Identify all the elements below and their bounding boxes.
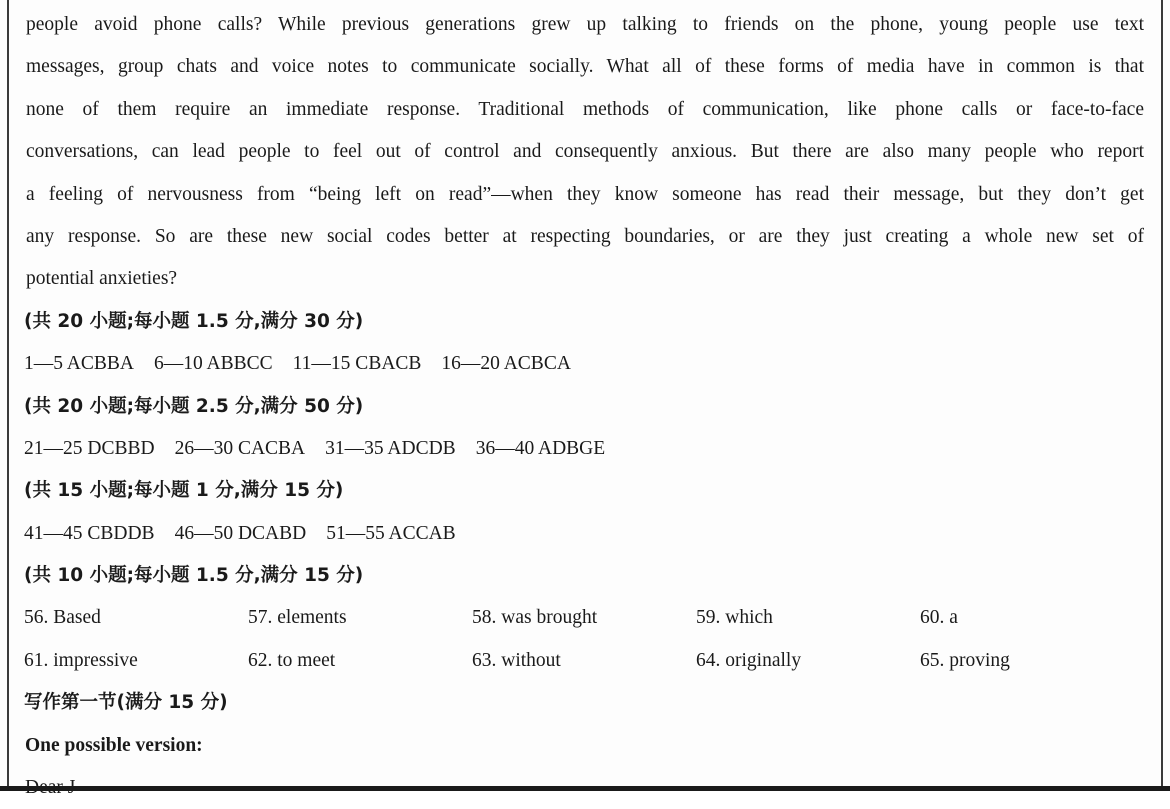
answer-group: 6—10 ABBCC <box>153 353 273 375</box>
answer-group: 41—45 CBDDB <box>24 522 155 544</box>
fill-in-answer: 59. which <box>696 607 773 629</box>
right-border <box>1161 0 1163 786</box>
section-header-4: (共 10 小题;每小题 1.5 分,满分 15 分) <box>24 565 364 587</box>
document-content <box>26 4 1144 787</box>
left-border <box>7 0 9 786</box>
fill-in-answer: 65. proving <box>920 649 1010 671</box>
fill-in-answer: 58. was brought <box>472 607 598 629</box>
answer-group: 46—50 DCABD <box>174 522 307 544</box>
answer-group: 16—20 ACBCA <box>441 353 571 375</box>
reading-passage <box>26 4 1144 301</box>
answer-group: 21—25 DCBBD <box>24 437 155 459</box>
fill-in-answer: 57. elements <box>248 607 347 629</box>
answer-group: 11—15 CBACB <box>292 353 422 375</box>
section-header-2: (共 20 小题;每小题 2.5 分,满分 50 分) <box>24 395 364 417</box>
fill-in-answer: 56. Based <box>24 607 101 629</box>
fill-in-answer: 63. without <box>472 649 561 671</box>
passage-line: none of them require an immediate response. Traditional methods of communication, like phone calls or face-to-face <box>26 98 1144 120</box>
answer-row-1 <box>24 343 1144 385</box>
fill-in-answer: 62. to meet <box>248 649 336 671</box>
cut-off-line <box>25 767 1144 787</box>
bottom-border <box>0 786 1170 791</box>
answer-group: 31—35 ADCDB <box>325 437 456 459</box>
writing-section-header: 写作第一节(满分 15 分) <box>24 692 228 714</box>
section-header-3: (共 15 小题;每小题 1 分,满分 15 分) <box>24 480 344 502</box>
answer-group: 51—55 ACCAB <box>326 522 456 544</box>
passage-line: people avoid phone calls? While previous generations grew up talking to friends on the phone, young people use text <box>26 14 1144 35</box>
passage-line: messages, group chats and voice notes to communicate socially. What all of these forms of media have in common is that <box>26 56 1144 78</box>
answer-group: 1—5 ACBBA <box>24 353 134 375</box>
passage-line: any response. So are these new social codes better at respecting boundaries, or are they just creating a whole new set of <box>26 225 1144 247</box>
answer-row-3 <box>24 513 1144 555</box>
answer-group: 26—30 CACBA <box>174 437 306 459</box>
fill-in-row-1 <box>24 597 1144 639</box>
section-header-1: (共 20 小题;每小题 1.5 分,满分 30 分) <box>24 310 364 332</box>
fill-in-answer: 64. originally <box>696 649 802 671</box>
fill-in-row-2 <box>24 640 1144 682</box>
passage-line: potential anxieties? <box>26 268 178 290</box>
version-label: One possible version: <box>25 734 203 756</box>
passage-line: conversations, can lead people to feel out of control and consequently anxious. But there are also many people who report <box>26 141 1144 163</box>
answer-row-2 <box>24 428 1144 470</box>
answer-group: 36—40 ADBGE <box>475 437 606 459</box>
fill-in-answer: 61. impressive <box>24 649 138 671</box>
fill-in-answer: 60. a <box>920 607 958 629</box>
passage-line: a feeling of nervousness from “being left on read”—when they know someone has read their message, but they don’t get <box>26 183 1144 205</box>
